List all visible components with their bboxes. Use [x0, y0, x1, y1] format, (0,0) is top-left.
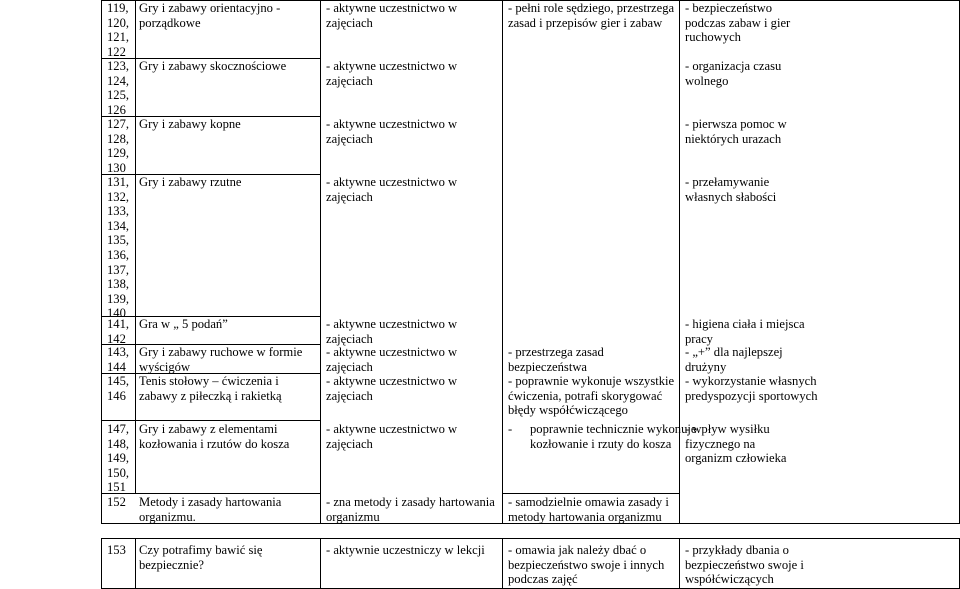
content-text: - bezpieczeństwo podczas zabaw i gier ruchowych [685, 1, 791, 45]
content-text: - przykłady dbania o bezpieczeństwo swoje i współćwiczących [685, 543, 804, 587]
method-text: - aktywne uczestnictwo w zajęciach [326, 117, 458, 146]
lesson-topic: Gry i zabawy ruchowe w formie wyścigów [139, 345, 303, 374]
column-divider [679, 538, 680, 589]
column-divider [320, 0, 321, 523]
method-text: - zna metody i zasady hartowania organizmu [326, 495, 495, 524]
effect-text: - pełni role sędziego, przestrzega zasad i przepisów gier i zabaw [508, 1, 675, 30]
effect-list-item [508, 422, 700, 451]
lesson-topic: Gry i zabawy kopne [139, 117, 241, 131]
method-text: - aktywne uczestnictwo w zajęciach [326, 374, 458, 403]
row-divider [502, 493, 679, 494]
row-divider [679, 523, 960, 524]
content-text: - pierwsza pomoc w niektórych urazach [685, 117, 787, 146]
content-text: - wykorzystanie własnych predyspozycji sportowych [685, 374, 818, 403]
method-text: - aktywnie uczestniczy w lekcji [326, 543, 485, 557]
column-divider [502, 0, 503, 523]
lesson-topic: Tenis stołowy – ćwiczenia i zabawy z piłeczką i rakietką [139, 374, 282, 403]
lesson-topic: Gry i zabawy skocznościowe [139, 59, 287, 73]
content-text: - wpływ wysiłku fizycznego na organizm człowieka [685, 422, 787, 466]
lesson-topic: Metody i zasady hartowania organizmu. [139, 495, 282, 524]
lesson-numbers: 147, 148, 149, 150, 151 [107, 422, 130, 495]
lesson-numbers: 127, 128, 129, 130 [107, 117, 130, 175]
lesson-numbers: 145, 146 [107, 374, 130, 403]
lesson-topic: Gry i zabawy orientacyjno - porządkowe [139, 1, 281, 30]
list-dash: - [508, 422, 513, 436]
table-border-left-lower [101, 538, 102, 589]
method-text: - aktywne uczestnictwo w zajęciach [326, 1, 458, 30]
method-text: - aktywne uczestnictwo w zajęciach [326, 345, 458, 374]
content-text: - „+” dla najlepszej drużyny [685, 345, 783, 374]
lesson-numbers: 152 [107, 495, 126, 509]
column-divider [135, 538, 136, 589]
effect-text: - poprawnie wykonuje wszystkie ćwiczenia, potrafi skorygować błędy współćwiczącego [508, 374, 675, 418]
lesson-topic: Gry i zabawy z elementami kozłowania i rzutów do kosza [139, 422, 290, 451]
effect-text: - samodzielnie omawia zasady i metody hartowania organizmu [508, 495, 669, 524]
lesson-numbers: 143, 144 [107, 345, 130, 374]
column-divider [320, 538, 321, 589]
method-text: - aktywne uczestnictwo w zajęciach [326, 422, 458, 451]
lesson-topic: Gra w „ 5 podań” [139, 317, 228, 331]
lesson-numbers: 153 [107, 543, 126, 557]
table-border-left [101, 0, 102, 523]
content-text: - przełamywanie własnych słabości [685, 175, 777, 204]
content-text: - organizacja czasu wolnego [685, 59, 782, 88]
method-text: - aktywne uczestnictwo w zajęciach [326, 59, 458, 88]
lesson-numbers: 119, 120, 121, 122 [107, 1, 130, 59]
content-text: - higiena ciała i miejsca pracy [685, 317, 805, 346]
method-text: - aktywne uczestnictwo w zajęciach [326, 175, 458, 204]
table-border-top-lower [101, 538, 960, 539]
effect-text: - omawia jak należy dbać o bezpieczeństwo swoje i innych podczas zajęć [508, 543, 665, 587]
column-divider [502, 538, 503, 589]
effect-text: - przestrzega zasad bezpieczeństwa [508, 345, 604, 374]
lesson-numbers: 141, 142 [107, 317, 130, 346]
row-divider [101, 420, 321, 421]
lesson-topic: Czy potrafimy bawić się bezpiecznie? [139, 543, 263, 572]
effect-text: poprawnie technicznie wykonuje kozłowanie i rzuty do kosza [530, 422, 697, 451]
lesson-numbers: 123, 124, 125, 126 [107, 59, 130, 117]
lesson-topic: Gry i zabawy rzutne [139, 175, 242, 189]
method-text: - aktywne uczestnictwo w zajęciach [326, 317, 458, 346]
lesson-numbers: 131, 132, 133, 134, 135, 136, 137, 138, 139, 140 [107, 175, 130, 321]
